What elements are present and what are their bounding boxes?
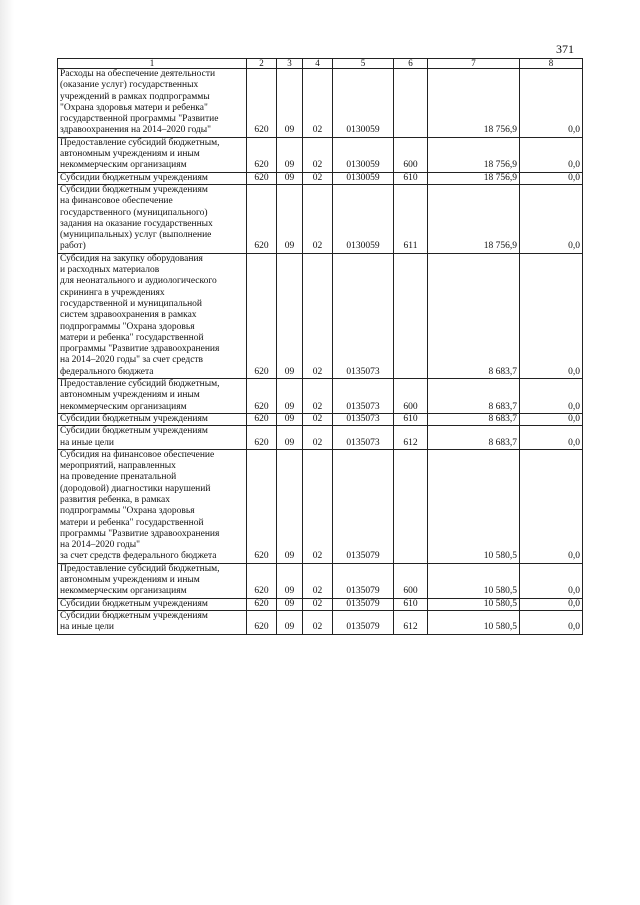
expense-type-cell: 610 (394, 598, 428, 610)
item-name-cell: Субсидии бюджетным учреждениям (58, 598, 247, 610)
header-cell: 6 (394, 59, 428, 69)
table-row (58, 137, 583, 172)
expense-type-cell: 611 (394, 184, 428, 253)
extra-amount-cell: 0,0 (520, 184, 583, 253)
section-cell: 09 (277, 610, 303, 634)
item-name-cell: Субсидии бюджетным учреждениям (58, 172, 247, 184)
target-article-cell: 0130059 (333, 137, 394, 172)
table-row (58, 172, 583, 184)
amount-cell: 8 683,7 (428, 413, 520, 425)
table-row (58, 69, 583, 138)
expense-type-cell: 610 (394, 172, 428, 184)
item-name-cell: Субсидии бюджетным учреждениям на иные цели (58, 426, 247, 450)
subsection-cell: 02 (303, 563, 333, 598)
item-name-cell: Предоставление субсидий бюджетным, автономным учреждениям и иным некоммерческим организациям (58, 137, 247, 172)
amount-cell: 8 683,7 (428, 379, 520, 414)
ministry-code-cell: 620 (247, 598, 277, 610)
header-cell: 4 (303, 59, 333, 69)
extra-amount-cell: 0,0 (520, 563, 583, 598)
expense-type-cell: 612 (394, 426, 428, 450)
subsection-cell: 02 (303, 69, 333, 138)
table-row (58, 563, 583, 598)
amount-cell: 8 683,7 (428, 253, 520, 378)
subsection-cell: 02 (303, 426, 333, 450)
extra-amount-cell: 0,0 (520, 610, 583, 634)
item-name-cell: Субсидия на закупку оборудования и расходных материалов для неонатального и аудиологического скрининга в учреждениях государственной и муниципальной систем здравоохранения в рамках подпрограммы "Охрана здоровья матери и ребенка" государственной программы "Развитие здравоохранения на 2014–2020 годы" за счет средств федерального бюджета (58, 253, 247, 378)
header-cell: 3 (277, 59, 303, 69)
header-cell: 2 (247, 59, 277, 69)
table-row (58, 379, 583, 414)
amount-cell: 18 756,9 (428, 172, 520, 184)
target-article-cell: 0135079 (333, 563, 394, 598)
extra-amount-cell: 0,0 (520, 413, 583, 425)
section-cell: 09 (277, 184, 303, 253)
amount-cell: 8 683,7 (428, 426, 520, 450)
scan-edge (0, 0, 14, 905)
table-row (58, 253, 583, 378)
section-cell: 09 (277, 563, 303, 598)
expense-type-cell: 612 (394, 610, 428, 634)
header-cell: 5 (333, 59, 394, 69)
expense-type-cell (394, 253, 428, 378)
expense-type-cell: 600 (394, 563, 428, 598)
ministry-code-cell: 620 (247, 413, 277, 425)
extra-amount-cell: 0,0 (520, 69, 583, 138)
subsection-cell: 02 (303, 413, 333, 425)
ministry-code-cell: 620 (247, 184, 277, 253)
extra-amount-cell: 0,0 (520, 172, 583, 184)
target-article-cell: 0135079 (333, 598, 394, 610)
amount-cell: 10 580,5 (428, 563, 520, 598)
section-cell: 09 (277, 426, 303, 450)
amount-cell: 10 580,5 (428, 610, 520, 634)
header-cell: 1 (58, 59, 247, 69)
section-cell: 09 (277, 253, 303, 378)
target-article-cell: 0135079 (333, 449, 394, 563)
target-article-cell: 0130059 (333, 184, 394, 253)
table-body (58, 69, 583, 635)
section-cell: 09 (277, 598, 303, 610)
header-row (58, 59, 583, 69)
budget-table (57, 58, 583, 635)
section-cell: 09 (277, 137, 303, 172)
subsection-cell: 02 (303, 172, 333, 184)
subsection-cell: 02 (303, 610, 333, 634)
item-name-cell: Субсидии бюджетным учреждениям (58, 413, 247, 425)
ministry-code-cell: 620 (247, 137, 277, 172)
extra-amount-cell: 0,0 (520, 449, 583, 563)
target-article-cell: 0135073 (333, 253, 394, 378)
extra-amount-cell: 0,0 (520, 598, 583, 610)
ministry-code-cell: 620 (247, 69, 277, 138)
target-article-cell: 0130059 (333, 172, 394, 184)
target-article-cell: 0135073 (333, 426, 394, 450)
section-cell: 09 (277, 449, 303, 563)
table-row (58, 184, 583, 253)
ministry-code-cell: 620 (247, 610, 277, 634)
target-article-cell: 0135073 (333, 413, 394, 425)
header-cell: 8 (520, 59, 583, 69)
expense-type-cell (394, 449, 428, 563)
item-name-cell: Предоставление субсидий бюджетным, автономным учреждениям и иным некоммерческим организациям (58, 379, 247, 414)
ministry-code-cell: 620 (247, 253, 277, 378)
subsection-cell: 02 (303, 449, 333, 563)
subsection-cell: 02 (303, 137, 333, 172)
expense-type-cell: 600 (394, 379, 428, 414)
subsection-cell: 02 (303, 253, 333, 378)
target-article-cell: 0135073 (333, 379, 394, 414)
amount-cell: 18 756,9 (428, 69, 520, 138)
section-cell: 09 (277, 379, 303, 414)
page-number: 371 (556, 42, 574, 56)
section-cell: 09 (277, 172, 303, 184)
ministry-code-cell: 620 (247, 426, 277, 450)
expense-type-cell: 610 (394, 413, 428, 425)
amount-cell: 18 756,9 (428, 137, 520, 172)
table-row (58, 449, 583, 563)
subsection-cell: 02 (303, 184, 333, 253)
item-name-cell: Предоставление субсидий бюджетным, автономным учреждениям и иным некоммерческим организациям (58, 563, 247, 598)
ministry-code-cell: 620 (247, 172, 277, 184)
table-row (58, 426, 583, 450)
target-article-cell: 0130059 (333, 69, 394, 138)
target-article-cell: 0135079 (333, 610, 394, 634)
subsection-cell: 02 (303, 379, 333, 414)
extra-amount-cell: 0,0 (520, 137, 583, 172)
expense-type-cell (394, 69, 428, 138)
subsection-cell: 02 (303, 598, 333, 610)
ministry-code-cell: 620 (247, 563, 277, 598)
amount-cell: 10 580,5 (428, 449, 520, 563)
ministry-code-cell: 620 (247, 449, 277, 563)
table-row (58, 610, 583, 634)
ministry-code-cell: 620 (247, 379, 277, 414)
header-cell: 7 (428, 59, 520, 69)
section-cell: 09 (277, 69, 303, 138)
section-cell: 09 (277, 413, 303, 425)
item-name-cell: Расходы на обеспечение деятельности (оказание услуг) государственных учреждений в рамках подпрограммы "Охрана здоровья матери и ребенка" государственной программы "Развитие здравоохранения на 2014–2020 годы" (58, 69, 247, 138)
extra-amount-cell: 0,0 (520, 253, 583, 378)
table-row (58, 598, 583, 610)
amount-cell: 10 580,5 (428, 598, 520, 610)
item-name-cell: Субсидии бюджетным учреждениям на иные цели (58, 610, 247, 634)
expense-type-cell: 600 (394, 137, 428, 172)
extra-amount-cell: 0,0 (520, 426, 583, 450)
item-name-cell: Субсидия на финансовое обеспечение мероприятий, направленных на проведение пренатальной (дородовой) диагностики нарушений развития ребенка, в рамках подпрограммы "Охрана здоровья матери и ребенка" государственной программы "Развитие здравоохранения на 2014–2020 годы" за счет средств федерального бюджета (58, 449, 247, 563)
amount-cell: 18 756,9 (428, 184, 520, 253)
extra-amount-cell: 0,0 (520, 379, 583, 414)
item-name-cell: Субсидии бюджетным учреждениям на финансовое обеспечение государственного (муниципального) задания на оказание государственных (муниципальных) услуг (выполнение работ) (58, 184, 247, 253)
table-row (58, 413, 583, 425)
